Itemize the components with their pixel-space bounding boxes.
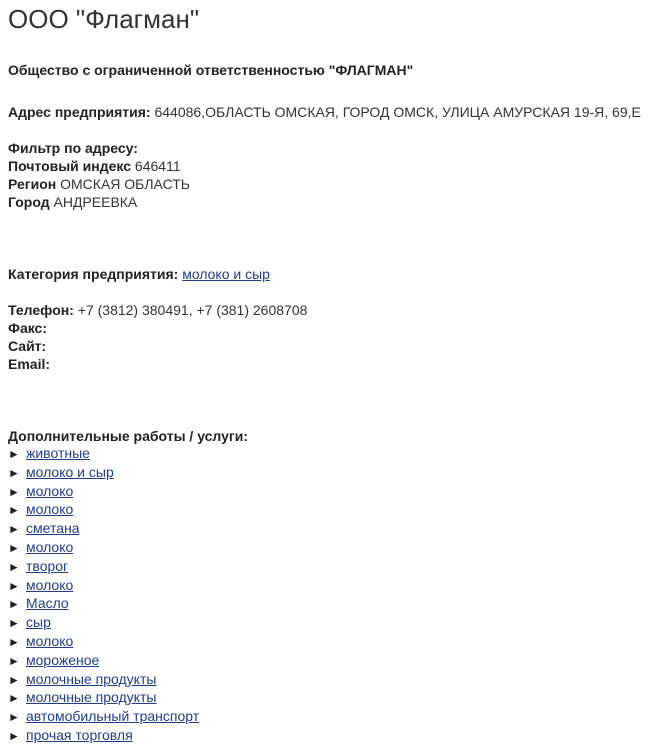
service-link[interactable]: прочая торговля — [26, 726, 133, 743]
services-section — [8, 427, 651, 746]
service-item — [8, 652, 651, 671]
service-item — [8, 501, 651, 520]
service-item — [8, 445, 651, 464]
service-link[interactable]: молоко — [26, 576, 74, 593]
address-value: 644086,ОБЛАСТЬ ОМСКАЯ, ГОРОД ОМСК, УЛИЦА АМУРСКАЯ 19-Я, 69,Е — [154, 104, 641, 120]
city-label: Город — [8, 194, 50, 210]
arrow-right-icon: ► — [8, 653, 20, 668]
service-link[interactable]: творог — [26, 557, 69, 574]
arrow-right-icon: ► — [8, 578, 20, 593]
fax-row — [8, 319, 651, 337]
service-item — [8, 689, 651, 708]
address-filter — [8, 139, 651, 211]
address-row — [8, 103, 651, 121]
service-link[interactable]: молоко — [26, 482, 74, 499]
service-item — [8, 595, 651, 614]
arrow-right-icon: ► — [8, 616, 20, 631]
contacts — [8, 301, 651, 373]
service-item — [8, 727, 651, 746]
arrow-right-icon: ► — [8, 710, 20, 725]
site-label: Сайт: — [8, 338, 47, 354]
filter-heading: Фильтр по адресу: — [8, 140, 138, 156]
arrow-right-icon: ► — [8, 634, 20, 649]
service-link[interactable]: мороженое — [26, 651, 100, 668]
services-list — [8, 445, 651, 746]
address-label: Адрес предприятия: — [8, 104, 151, 120]
service-item — [8, 671, 651, 690]
phone-value: +7 (3812) 380491, +7 (381) 2608708 — [77, 302, 308, 318]
service-item — [8, 577, 651, 596]
service-item — [8, 464, 651, 483]
phone-row — [8, 301, 651, 319]
category-label: Категория предприятия: — [8, 266, 179, 282]
service-item — [8, 633, 651, 652]
arrow-right-icon: ► — [8, 540, 20, 555]
fax-label: Факс: — [8, 320, 48, 336]
region-label: Регион — [8, 176, 57, 192]
arrow-right-icon: ► — [8, 503, 20, 518]
service-link[interactable]: Масло — [26, 595, 69, 612]
city-row — [8, 193, 651, 211]
category-row — [8, 265, 651, 283]
service-link[interactable]: животные — [26, 445, 90, 461]
arrow-right-icon: ► — [8, 465, 20, 480]
service-item — [8, 483, 651, 502]
arrow-right-icon: ► — [8, 522, 20, 537]
arrow-right-icon: ► — [8, 672, 20, 687]
site-row — [8, 337, 651, 355]
postal-value: 646411 — [134, 158, 181, 174]
arrow-right-icon: ► — [8, 691, 20, 706]
service-link[interactable]: автомобильный транспорт — [26, 708, 200, 725]
page-title: ООО "Флагман" — [8, 4, 200, 34]
postal-label: Почтовый индекс — [8, 158, 132, 174]
arrow-right-icon: ► — [8, 484, 20, 499]
services-heading: Дополнительные работы / услуги: — [8, 428, 249, 444]
service-link[interactable]: сметана — [26, 520, 80, 537]
service-link[interactable]: молоко — [26, 538, 74, 555]
arrow-right-icon: ► — [8, 559, 20, 574]
service-item — [8, 539, 651, 558]
arrow-right-icon: ► — [8, 447, 20, 461]
arrow-right-icon: ► — [8, 728, 20, 743]
phone-label: Телефон: — [8, 302, 74, 318]
arrow-right-icon: ► — [8, 597, 20, 612]
category-link[interactable]: молоко и сыр — [182, 266, 270, 282]
region-row — [8, 175, 651, 193]
service-link[interactable]: молоко — [26, 632, 74, 649]
service-link[interactable]: сыр — [26, 614, 51, 631]
service-item — [8, 520, 651, 539]
city-value: АНДРЕЕВКА — [53, 194, 138, 210]
service-link[interactable]: молоко — [26, 501, 74, 518]
company-full-name: Общество с ограниченной ответственностью "ФЛАГМАН" — [8, 62, 414, 78]
service-item — [8, 708, 651, 727]
service-item — [8, 558, 651, 577]
service-link[interactable]: молоко и сыр — [26, 463, 114, 480]
region-value: ОМСКАЯ ОБЛАСТЬ — [60, 176, 190, 192]
service-item — [8, 614, 651, 633]
email-row — [8, 355, 651, 373]
postal-row — [8, 157, 651, 175]
service-link[interactable]: молочные продукты — [26, 670, 157, 687]
service-link[interactable]: молочные продукты — [26, 689, 157, 706]
email-label: Email: — [8, 356, 51, 372]
